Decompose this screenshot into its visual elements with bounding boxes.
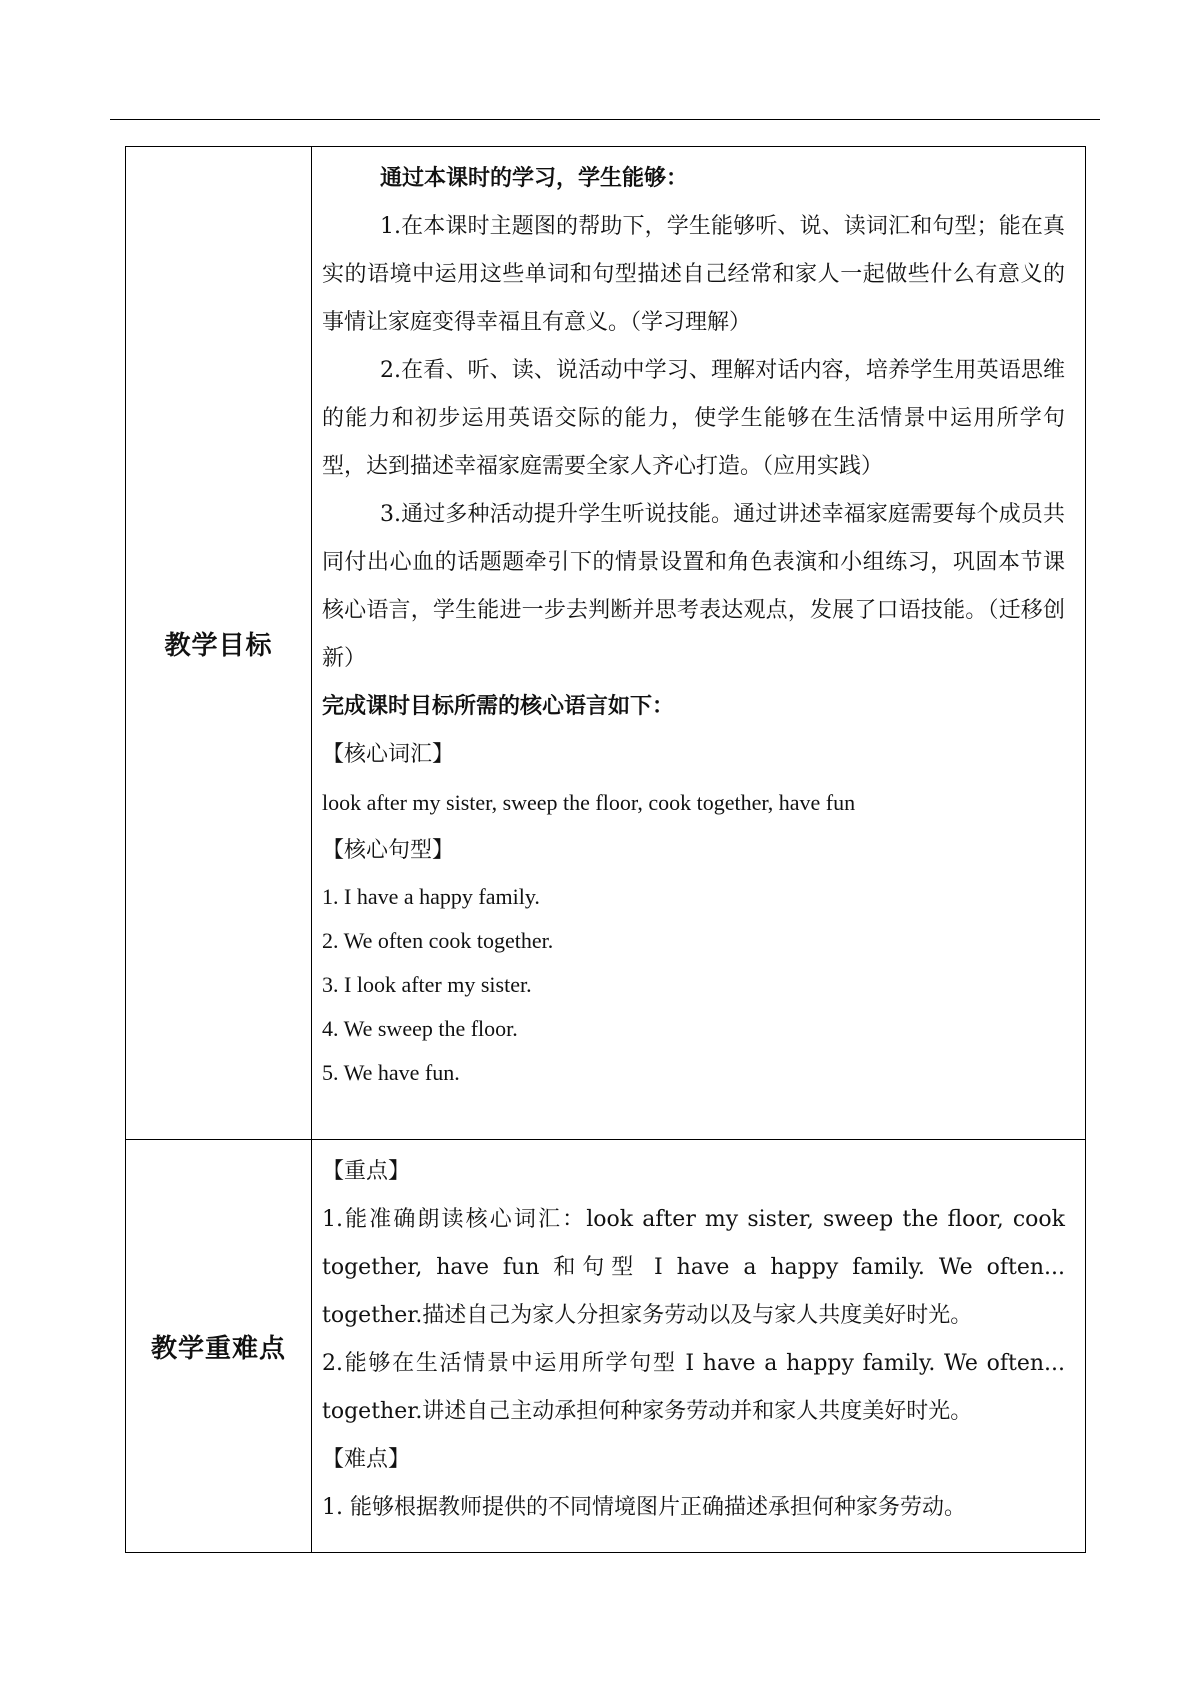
goal-item: 3.通过多种活动提升学生听说技能。通过讲述幸福家庭需要每个成员共同付出心血的话题题牵引下的情景设置和角色表演和小组练习，巩固本节课核心语言，学生能进一步去判断并思考表达观点，发展了口语技能。（迁移创新） xyxy=(322,502,1065,671)
keypoints-label-cell xyxy=(126,1140,312,1553)
goals-label: 教学目标 xyxy=(164,630,273,661)
keypoints-content-cell xyxy=(312,1140,1086,1553)
goal-item: 1.在本课时主题图的帮助下，学生能够听、说、读词汇和句型；能在真实的语境中运用这些单词和句型描述自己经常和家人一起做些什么有意义的事情让家庭变得幸福且有意义。（学习理解） xyxy=(322,214,1065,335)
goals-row xyxy=(126,147,1086,1140)
key-item: 2.能够在生活情景中运用所学句型 I have a happy family. We often... together.讲述自己主动承担何种家务劳动并和家人共度美好时光。 xyxy=(322,1351,1065,1424)
lesson-plan-table xyxy=(125,146,1086,1553)
sentence-item: 5. We have fun. xyxy=(322,1060,460,1085)
goals-content-cell xyxy=(312,147,1086,1140)
sentence-item: 1. I have a happy family. xyxy=(322,884,540,909)
vocab-heading: 【核心词汇】 xyxy=(322,742,455,767)
difficulty-heading: 【难点】 xyxy=(322,1447,411,1472)
sentence-item: 2. We often cook together. xyxy=(322,928,554,953)
key-item: 1.能准确朗读核心词汇：look after my sister, sweep the floor, cook together, have fun 和句型 I have a happy family. We often... together.描述自己为家人分担家务劳动以及与家人共度美好时光。 xyxy=(322,1207,1065,1328)
difficulty-item: 1. 能够根据教师提供的不同情境图片正确描述承担何种家务劳动。 xyxy=(322,1495,966,1520)
keypoints-row xyxy=(126,1140,1086,1553)
key-heading: 【重点】 xyxy=(322,1159,411,1184)
keypoints-label: 教学重难点 xyxy=(150,1333,286,1364)
header-rule xyxy=(110,119,1100,120)
goals-label-cell xyxy=(126,147,312,1140)
sentences-heading: 【核心句型】 xyxy=(322,838,455,863)
core-language-heading: 完成课时目标所需的核心语言如下： xyxy=(322,694,675,719)
sentence-item: 3. I look after my sister. xyxy=(322,972,532,997)
goal-item: 2.在看、听、读、说活动中学习、理解对话内容，培养学生用英语思维的能力和初步运用英语交际的能力，使学生能够在生活情景中运用所学句型，达到描述幸福家庭需要全家人齐心打造。（应用实践） xyxy=(322,358,1065,479)
sentence-item: 4. We sweep the floor. xyxy=(322,1016,518,1041)
goals-intro: 通过本课时的学习，学生能够： xyxy=(380,166,689,191)
vocab-list: look after my sister, sweep the floor, cook together, have fun xyxy=(322,790,856,815)
